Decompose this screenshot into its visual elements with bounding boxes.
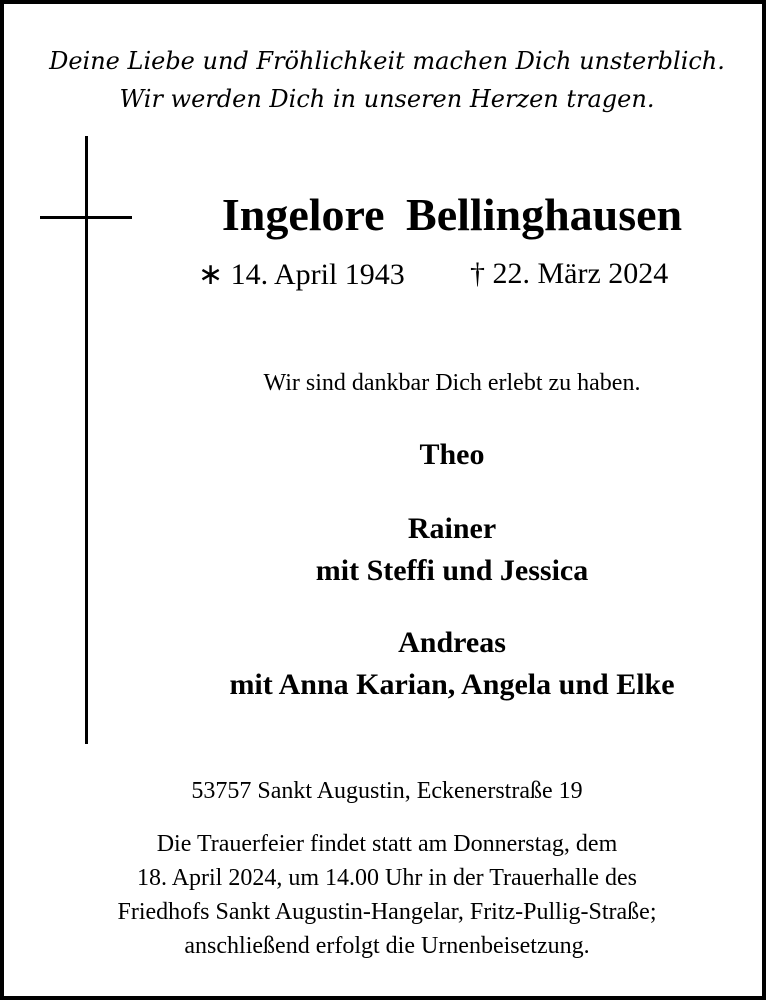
family-address: 53757 Sankt Augustin, Eckenerstraße 19 xyxy=(191,778,583,804)
ceremony-line-3: Friedhofs Sankt Augustin-Hangelar, Fritz-Pullig-Straße; xyxy=(117,899,657,925)
mourner-andreas-family: mit Anna Karian, Angela und Elke xyxy=(229,668,675,701)
deceased-name: Ingelore Bellinghausen xyxy=(221,189,683,240)
birth-date: ∗ 14. April 1943 xyxy=(198,258,405,291)
cross-icon-horizontal-bar xyxy=(40,216,132,219)
mourner-rainer: Rainer xyxy=(407,512,497,545)
ceremony-line-1: Die Trauerfeier findet statt am Donnerstag, dem xyxy=(156,831,618,857)
ceremony-line-2: 18. April 2024, um 14.00 Uhr in der Trauerhalle des xyxy=(137,865,637,891)
mourner-andreas: Andreas xyxy=(398,626,506,659)
death-date: † 22. März 2024 xyxy=(470,257,669,290)
motto-line-1: Deine Liebe und Fröhlichkeit machen Dich unsterblich. xyxy=(49,47,725,75)
mourner-theo: Theo xyxy=(419,438,485,471)
ceremony-notice xyxy=(4,827,766,963)
thanks-statement: Wir sind dankbar Dich erlebt zu haben. xyxy=(263,370,641,396)
ceremony-line-4: anschließend erfolgt die Urnenbeisetzung. xyxy=(184,933,590,959)
cross-icon-vertical-bar xyxy=(85,136,88,744)
mourner-rainer-family: mit Steffi und Jessica xyxy=(315,554,589,587)
motto-line-2: Wir werden Dich in unseren Herzen tragen. xyxy=(119,85,655,113)
